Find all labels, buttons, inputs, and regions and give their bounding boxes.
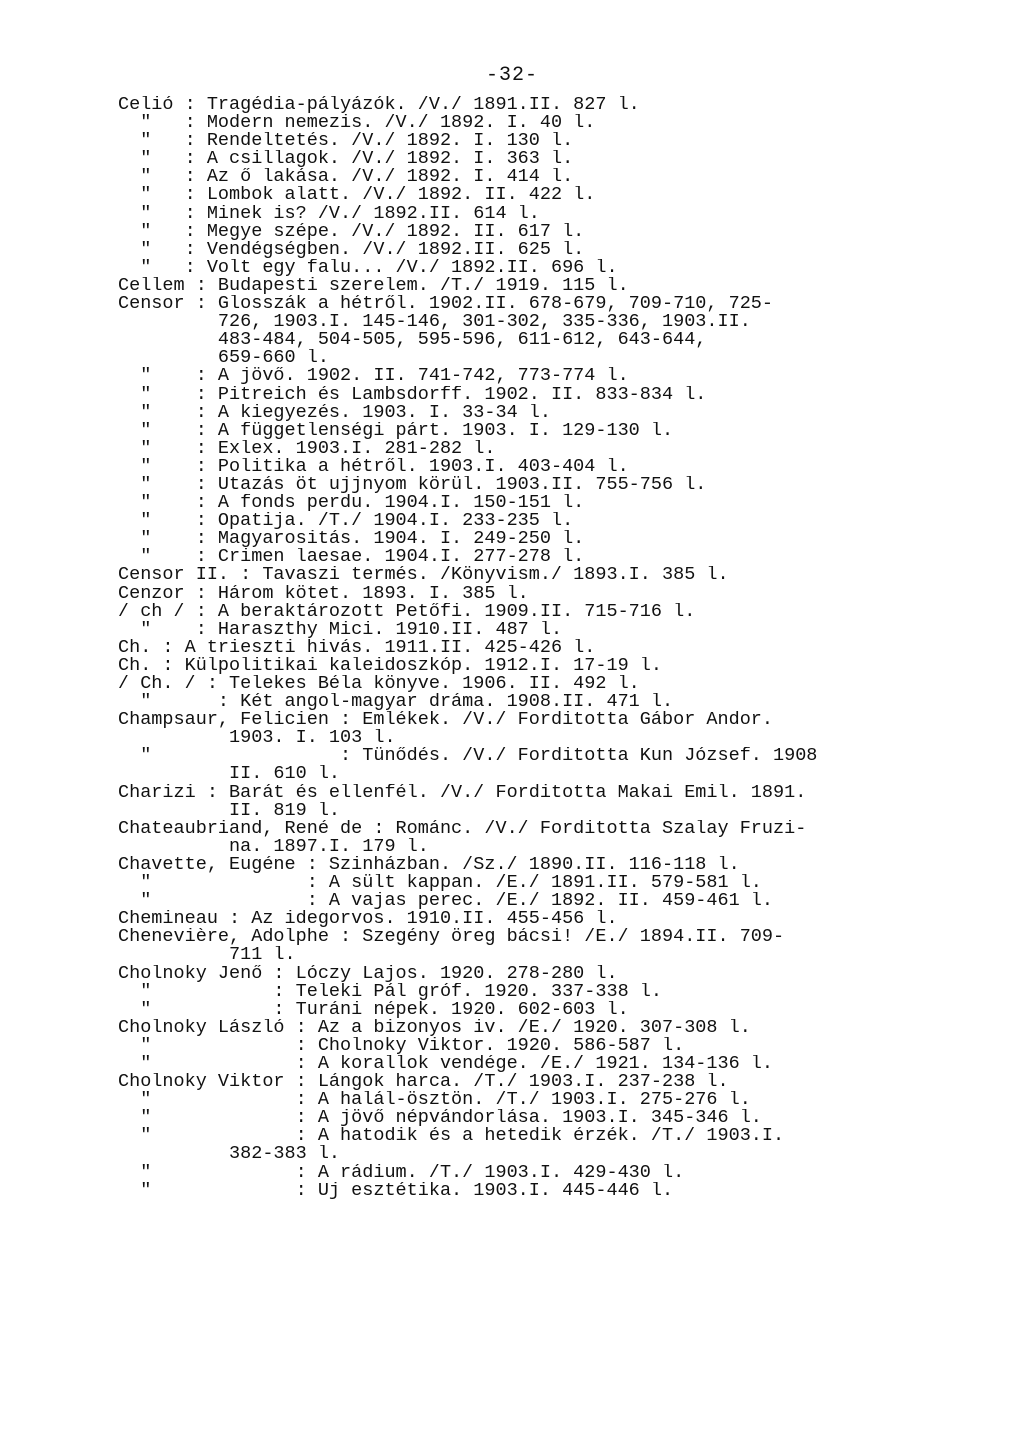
index-line: Censor : Glosszák a hétről. 1902.II. 678-679, 709-710, 725-: [118, 295, 774, 314]
index-line: " : Rendeltetés. /V./ 1892. I. 130 l.: [118, 132, 574, 151]
index-line: 382-383 l.: [118, 1145, 341, 1164]
index-line: " : Teleki Pál gróf. 1920. 337-338 l.: [118, 982, 662, 1001]
index-line: " : A vajas perec. /E./ 1892. II. 459-461 l.: [118, 892, 774, 911]
index-line: " : A rádium. /T./ 1903.I. 429-430 l.: [118, 1163, 685, 1182]
index-line: 659-660 l.: [118, 349, 329, 368]
index-line: " : Utazás öt ujjnyom körül. 1903.II. 755-756 l.: [118, 475, 707, 495]
index-line: Charizi : Barát és ellenfél. /V./ Forditotta Makai Emil. 1891.: [118, 783, 807, 802]
index-line: " : A kiegyezés. 1903. I. 33-34 l.: [118, 403, 551, 422]
index-line: Ch. : Külpolitikai kaleidoszkóp. 1912.I. 17-19 l.: [118, 656, 662, 675]
index-line: " : Az ő lakása. /V./ 1892. I. 414 l.: [118, 168, 574, 187]
index-line: " : A hatodik és a hetedik érzék. /T./ 1903.I.: [118, 1127, 785, 1146]
index-line: " : Turáni népek. 1920. 602-603 l.: [118, 1000, 629, 1019]
index-line: " : A halál-ösztön. /T./ 1903.I. 275-276 l.: [118, 1091, 751, 1110]
index-line: II. 819 l.: [118, 801, 341, 820]
index-line: Chemineau : Az idegorvos. 1910.II. 455-456 l.: [118, 910, 618, 929]
index-line: " : Vendégségben. /V./ 1892.II. 625 l.: [118, 240, 585, 259]
index-line: Chateaubriand, René de : Románc. /V./ Forditotta Szalay Fruzi-: [118, 819, 807, 838]
index-line: " : A csillagok. /V./ 1892. I. 363 l.: [118, 150, 574, 169]
index-line: " : A jövő népvándorlása. 1903.I. 345-346 l.: [118, 1109, 762, 1128]
index-line: " : A függetlenségi párt. 1903. I. 129-130 l.: [118, 421, 674, 440]
index-line: " : Volt egy falu... /V./ 1892.II. 696 l.: [118, 258, 618, 277]
index-line: na. 1897.I. 179 l.: [118, 837, 429, 856]
page-number: -32-: [485, 64, 538, 87]
index-line: Cholnoky Jenő : Lóczy Lajos. 1920. 278-280 l.: [118, 964, 618, 983]
index-line: " : Exlex. 1903.I. 281-282 l.: [118, 439, 496, 458]
index-line: " : Cholnoky Viktor. 1920. 586-587 l.: [118, 1036, 685, 1055]
index-line: " : Opatija. /T./ 1904.I. 233-235 l.: [118, 512, 574, 531]
index-line: Censor II. : Tavaszi termés. /Könyvism./ 1893.I. 385 l.: [118, 566, 729, 585]
index-line: " : Tünődés. /V./ Forditotta Kun József. 1908: [118, 747, 818, 766]
index-line: " : Haraszthy Mici. 1910.II. 487 l.: [118, 620, 563, 639]
index-line: " : Minek is? /V./ 1892.II. 614 l.: [118, 204, 540, 223]
index-line: " : Megye szépe. /V./ 1892. II. 617 l.: [118, 222, 585, 241]
index-line: 483-484, 504-505, 595-596, 611-612, 643-644,: [118, 331, 707, 350]
index-line: " : Crimen laesae. 1904.I. 277-278 l.: [118, 548, 585, 567]
index-line: 711 l.: [118, 946, 296, 965]
index-line: " : Magyarositás. 1904. I. 249-250 l.: [118, 530, 585, 549]
index-line: II. 610 l.: [118, 765, 341, 784]
index-line: Chenevière, Adolphe : Szegény öreg bácsi! /E./ 1894.II. 709-: [118, 928, 785, 947]
index-line: " : Uj esztétika. 1903.I. 445-446 l.: [118, 1181, 674, 1200]
index-line: " : Modern nemezis. /V./ 1892. I. 40 l.: [118, 114, 596, 133]
index-line: " : Pitreich és Lambsdorff. 1902. II. 833-834 l.: [118, 385, 707, 404]
index-line: " : Politika a hétről. 1903.I. 403-404 l.: [118, 457, 629, 476]
index-line: " : A korallok vendége. /E./ 1921. 134-136 l.: [118, 1054, 774, 1074]
index-line: 1903. I. 103 l.: [118, 729, 396, 748]
index-line: " : A jövő. 1902. II. 741-742, 773-774 l.: [118, 367, 629, 386]
index-line: 726, 1903.I. 145-146, 301-302, 335-336, 1903.II.: [118, 313, 751, 332]
index-line: Champsaur, Felicien : Emlékek. /V./ Forditotta Gábor Andor.: [118, 711, 774, 730]
index-line: Chavette, Eugéne : Szinházban. /Sz./ 1890.II. 116-118 l.: [118, 855, 740, 875]
index-line: Cenzor : Három kötet. 1893. I. 385 l.: [118, 584, 529, 603]
index-line: " : A sült kappan. /E./ 1891.II. 579-581 l.: [118, 874, 762, 893]
index-line: Celió : Tragédia-pályázók. /V./ 1891.II. 827 l.: [118, 96, 640, 115]
index-line: Ch. : A trieszti hivás. 1911.II. 425-426 l.: [118, 638, 596, 657]
index-line: Cholnoky Viktor : Lángok harca. /T./ 1903.I. 237-238 l.: [118, 1073, 729, 1092]
index-line: " : Lombok alatt. /V./ 1892. II. 422 l.: [118, 186, 596, 205]
index-line: Cellem : Budapesti szerelem. /T./ 1919. 115 l.: [118, 276, 629, 296]
index-line: Cholnoky László : Az a bizonyos iv. /E./ 1920. 307-308 l.: [118, 1018, 751, 1037]
index-entries: [118, 96, 978, 1200]
index-line: " : A fonds perdu. 1904.I. 150-151 l.: [118, 494, 585, 513]
index-line: / ch / : A beraktározott Petőfi. 1909.II. 715-716 l.: [118, 602, 696, 621]
index-line: " : Két angol-magyar dráma. 1908.II. 471 l.: [118, 693, 674, 712]
index-line: / Ch. / : Telekes Béla könyve. 1906. II. 492 l.: [118, 675, 640, 694]
